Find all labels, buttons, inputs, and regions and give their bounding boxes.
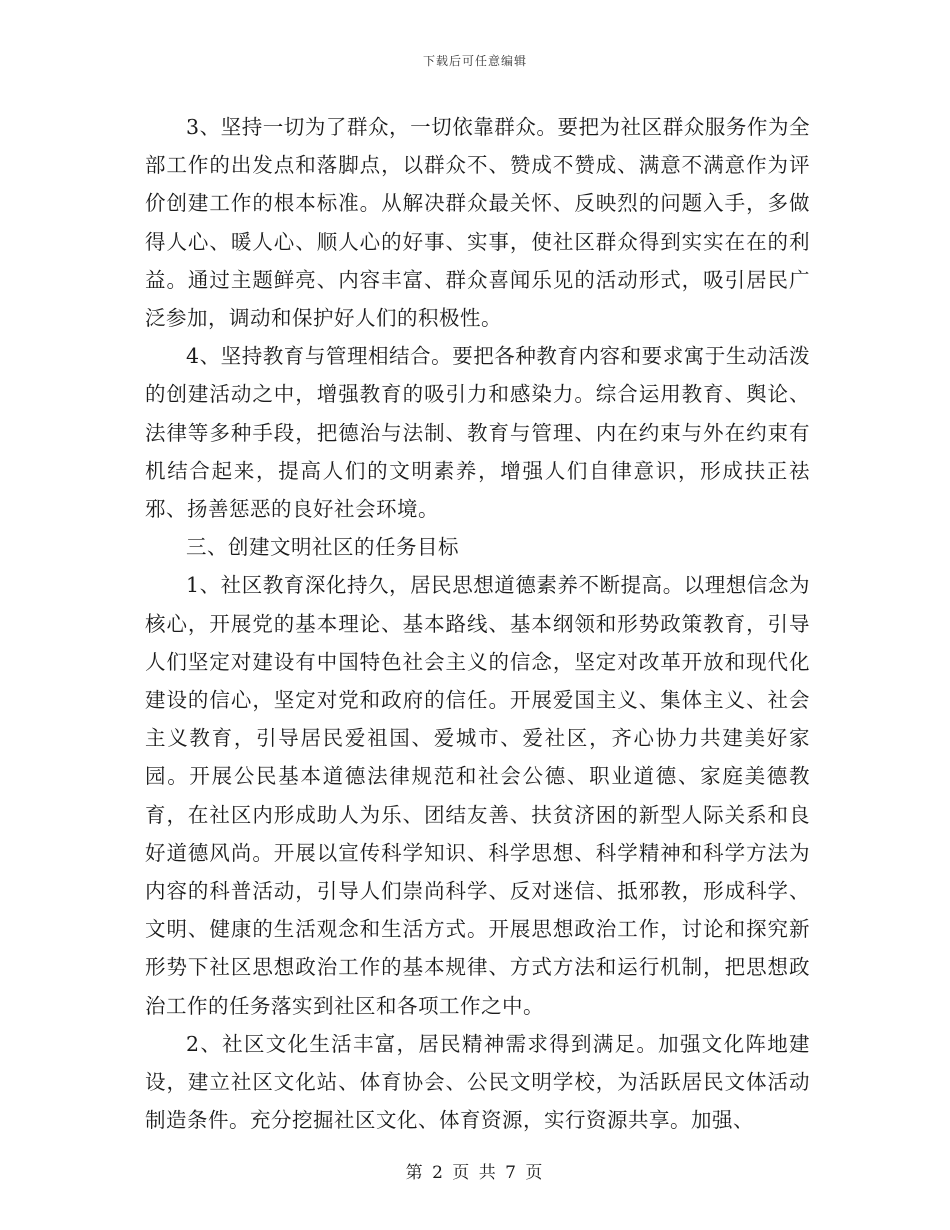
section-heading: 三、创建文明社区的任务目标 xyxy=(186,535,459,560)
paragraph-principle-3: 3、坚持一切为了群众，一切依靠群众。要把为社区群众服务作为全部工作的出发点和落脚点，以群众不、赞成不赞成、满意不满意作为评价创建工作的根本标准。从解决群众最关怀、反映烈的问题入手，多做得人心、暖人心、顺人心的好事、实事，使社区群众得到实实在在的利益。通过主题鲜亮、内容丰富、群众喜闻乐见的活动形式，吸引居民广泛参加，调动和保护好人们的积极性。 xyxy=(145,115,810,331)
paragraph-goal-1: 1、社区教育深化持久，居民思想道德素养不断提高。以理想信念为核心，开展党的基本理论、基本路线、基本纲领和形势政策教育，引导人们坚定对建设有中国特色社会主义的信念，坚定对改革开放和现代化建设的信心，坚定对党和政府的信任。开展爱国主义、集体主义、社会主义教育，引导居民爱祖国、爱城市、爱社区，齐心协力共建美好家园。开展公民基本道德法律规范和社会公德、职业道德、家庭美德教育，在社区内形成助人为乐、团结友善、扶贫济困的新型人际关系和良好道德风尚。开展以宣传科学知识、科学思想、科学精神和科学方法为内容的科普活动，引导人们崇尚科学、反对迷信、抵邪教，形成科学、文明、健康的生活观念和生活方式。开展思想政治工作，讨论和探究新形势下社区思想政治工作的基本规律、方式方法和运行机制，把思想政治工作的任务落实到社区和各项工作之中。 xyxy=(145,573,810,1018)
page-number-footer: 第 2 页 共 7 页 xyxy=(405,1163,545,1183)
page-header: 下载后可任意编辑 xyxy=(422,54,527,68)
paragraph-principle-4: 4、坚持教育与管理相结合。要把各种教育内容和要求寓于生动活泼的创建活动之中，增强教育的吸引力和感染力。综合运用教育、舆论、法律等多种手段，把德治与法制、教育与管理、内在约束与外在约束有机结合起来，提高人们的文明素养，增强人们自律意识，形成扶正祛邪、扬善惩恶的良好社会环境。 xyxy=(145,344,810,522)
document-body xyxy=(145,108,810,1139)
paragraph-goal-2: 2、社区文化生活丰富，居民精神需求得到满足。加强文化阵地建设，建立社区文化站、体育协会、公民文明学校，为活跃居民文体活动制造条件。充分挖掘社区文化、体育资源，实行资源共享。加强、 xyxy=(145,1031,810,1133)
